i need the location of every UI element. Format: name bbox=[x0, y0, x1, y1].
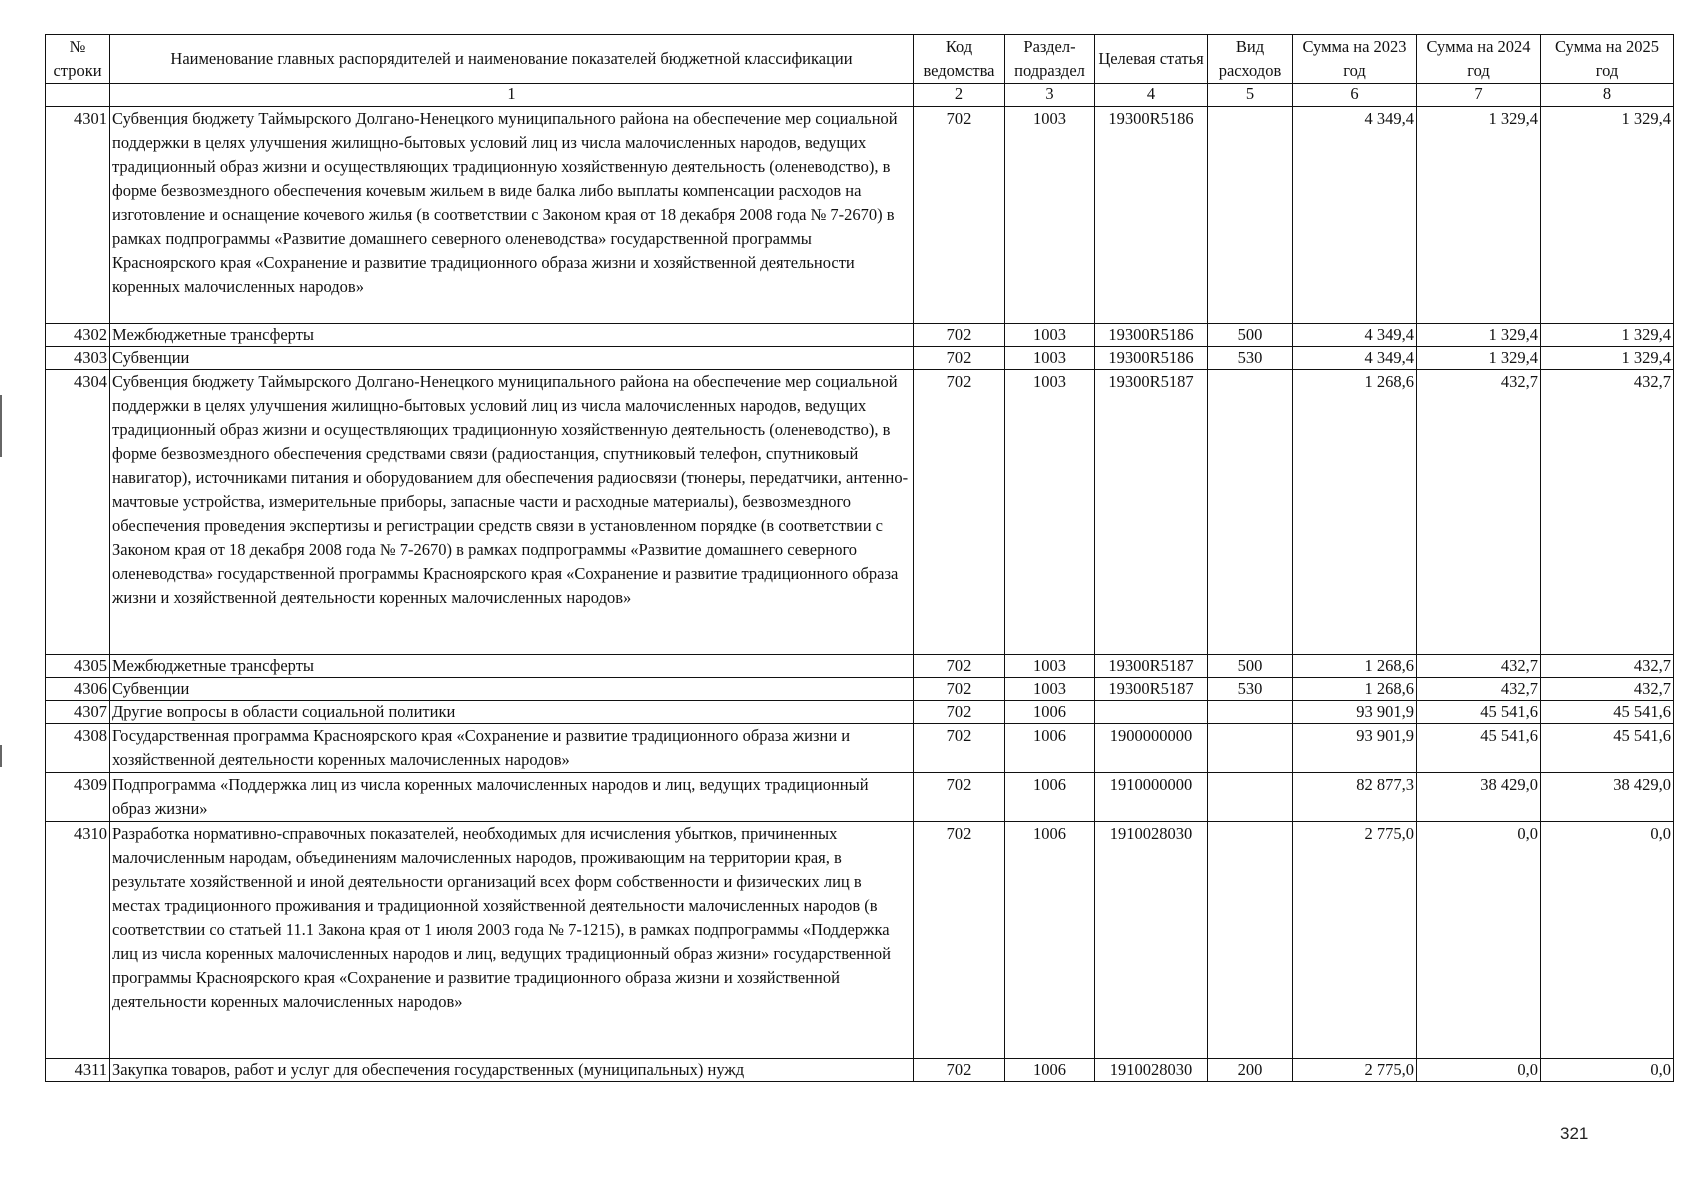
expense-type-code: 200 bbox=[1208, 1059, 1293, 1082]
table-row bbox=[46, 107, 1674, 324]
row-name: Подпрограмма «Поддержка лиц из числа коренных малочисленных народов и лиц, ведущих традиционный образ жизни» bbox=[110, 773, 914, 822]
header-sum-2025: Сумма на 2025 год bbox=[1541, 35, 1674, 84]
column-number: 5 bbox=[1208, 84, 1293, 107]
section-code: 1003 bbox=[1005, 678, 1095, 701]
target-code: 19300R5187 bbox=[1095, 655, 1208, 678]
target-code bbox=[1095, 701, 1208, 724]
sum-2025: 1 329,4 bbox=[1541, 107, 1674, 324]
sum-2024: 0,0 bbox=[1417, 1059, 1541, 1082]
dept-code: 702 bbox=[914, 655, 1005, 678]
scan-edge-mark bbox=[0, 395, 2, 457]
table-row bbox=[46, 655, 1674, 678]
row-name: Межбюджетные трансферты bbox=[110, 324, 914, 347]
scan-edge-mark bbox=[0, 745, 2, 767]
row-name: Субвенции bbox=[110, 347, 914, 370]
row-number: 4308 bbox=[46, 724, 110, 773]
sum-2025: 1 329,4 bbox=[1541, 347, 1674, 370]
section-code: 1003 bbox=[1005, 655, 1095, 678]
sum-2023: 93 901,9 bbox=[1293, 724, 1417, 773]
row-number: 4305 bbox=[46, 655, 110, 678]
sum-2024: 432,7 bbox=[1417, 370, 1541, 655]
header-section: Раздел-подраздел bbox=[1005, 35, 1095, 84]
expense-type-code bbox=[1208, 701, 1293, 724]
column-number: 4 bbox=[1095, 84, 1208, 107]
dept-code: 702 bbox=[914, 370, 1005, 655]
sum-2023: 4 349,4 bbox=[1293, 107, 1417, 324]
dept-code: 702 bbox=[914, 822, 1005, 1059]
sum-2023: 1 268,6 bbox=[1293, 678, 1417, 701]
row-name: Субвенция бюджету Таймырского Долгано-Ненецкого муниципального района на обеспечение мер социальной поддержки в целях улучшения жилищно-бытовых условий лиц из числа малочисленных народов, ведущих традиционный образ жизни и осуществляющих традиционную хозяйственную деятельность (оленеводство), в форме безвозмездного обеспечения кочевым жильем в виде балка либо выплаты компенсации расходов на изготовление и оснащение кочевого жилья (в соответствии с Законом края от 18 декабря 2008 года № 7-2670) в рамках подпрограммы «Развитие домашнего северного оленеводства» государственной программы Красноярского края «Сохранение и развитие традиционного образа жизни и хозяйственной деятельности коренных малочисленных народов» bbox=[110, 107, 914, 324]
dept-code: 702 bbox=[914, 324, 1005, 347]
section-code: 1006 bbox=[1005, 701, 1095, 724]
dept-code: 702 bbox=[914, 773, 1005, 822]
section-code: 1006 bbox=[1005, 822, 1095, 1059]
sum-2024: 1 329,4 bbox=[1417, 347, 1541, 370]
sum-2023: 2 775,0 bbox=[1293, 1059, 1417, 1082]
expense-type-code: 500 bbox=[1208, 324, 1293, 347]
header-row-number: № строки bbox=[46, 35, 110, 84]
sum-2024: 0,0 bbox=[1417, 822, 1541, 1059]
sum-2023: 2 775,0 bbox=[1293, 822, 1417, 1059]
row-number: 4304 bbox=[46, 370, 110, 655]
column-number: 3 bbox=[1005, 84, 1095, 107]
sum-2024: 1 329,4 bbox=[1417, 324, 1541, 347]
header-dept-code: Код ведомства bbox=[914, 35, 1005, 84]
expense-type-code bbox=[1208, 724, 1293, 773]
sum-2024: 432,7 bbox=[1417, 678, 1541, 701]
target-code: 1910028030 bbox=[1095, 822, 1208, 1059]
column-number: 1 bbox=[110, 84, 914, 107]
dept-code: 702 bbox=[914, 678, 1005, 701]
sum-2023: 4 349,4 bbox=[1293, 347, 1417, 370]
dept-code: 702 bbox=[914, 724, 1005, 773]
expense-type-code: 500 bbox=[1208, 655, 1293, 678]
table-row bbox=[46, 724, 1674, 773]
header-sum-2024: Сумма на 2024 год bbox=[1417, 35, 1541, 84]
sum-2025: 0,0 bbox=[1541, 1059, 1674, 1082]
header-sum-2023: Сумма на 2023 год bbox=[1293, 35, 1417, 84]
row-number: 4307 bbox=[46, 701, 110, 724]
page-number: 321 bbox=[1560, 1124, 1589, 1143]
row-name: Субвенция бюджету Таймырского Долгано-Ненецкого муниципального района на обеспечение мер социальной поддержки в целях улучшения жилищно-бытовых условий лиц из числа малочисленных народов, ведущих традиционный образ жизни и осуществляющих традиционную хозяйственную деятельность (оленеводство), в форме безвозмездного обеспечения средствами связи (радиостанция, спутниковый телефон, спутниковый навигатор), источниками питания и оборудованием для обеспечения радиосвязи (тюнеры, передатчики, антенно-мачтовые устройства, измерительные приборы, запасные части и расходные материалы), безвозмездного обеспечения проведения экспертизы и регистрации средств связи в установленном порядке (в соответствии с Законом края от 18 декабря 2008 года № 7-2670) в рамках подпрограммы «Развитие домашнего северного оленеводства» государственной программы Красноярского края «Сохранение и развитие традиционного образа жизни и хозяйственной деятельности коренных малочисленных народов» bbox=[110, 370, 914, 655]
header-name: Наименование главных распорядителей и наименование показателей бюджетной классификации bbox=[110, 35, 914, 84]
sum-2025: 0,0 bbox=[1541, 822, 1674, 1059]
section-code: 1003 bbox=[1005, 370, 1095, 655]
target-code: 1900000000 bbox=[1095, 724, 1208, 773]
sum-2025: 38 429,0 bbox=[1541, 773, 1674, 822]
sum-2025: 45 541,6 bbox=[1541, 724, 1674, 773]
dept-code: 702 bbox=[914, 1059, 1005, 1082]
column-number: 2 bbox=[914, 84, 1005, 107]
target-code: 19300R5187 bbox=[1095, 678, 1208, 701]
header-expense-type: Вид расходов bbox=[1208, 35, 1293, 84]
sum-2025: 1 329,4 bbox=[1541, 324, 1674, 347]
table-row bbox=[46, 324, 1674, 347]
sum-2024: 45 541,6 bbox=[1417, 701, 1541, 724]
dept-code: 702 bbox=[914, 347, 1005, 370]
row-number: 4309 bbox=[46, 773, 110, 822]
sum-2024: 1 329,4 bbox=[1417, 107, 1541, 324]
target-code: 1910000000 bbox=[1095, 773, 1208, 822]
header-target: Целевая статья bbox=[1095, 35, 1208, 84]
column-number bbox=[46, 84, 110, 107]
row-number: 4302 bbox=[46, 324, 110, 347]
dept-code: 702 bbox=[914, 701, 1005, 724]
expense-type-code bbox=[1208, 822, 1293, 1059]
row-number: 4310 bbox=[46, 822, 110, 1059]
table-header-row bbox=[46, 35, 1674, 84]
section-code: 1003 bbox=[1005, 324, 1095, 347]
table-row bbox=[46, 370, 1674, 655]
column-number: 7 bbox=[1417, 84, 1541, 107]
column-number: 8 bbox=[1541, 84, 1674, 107]
row-name: Государственная программа Красноярского края «Сохранение и развитие традиционного образа жизни и хозяйственной деятельности коренных малочисленных народов» bbox=[110, 724, 914, 773]
row-name: Закупка товаров, работ и услуг для обеспечения государственных (муниципальных) нужд bbox=[110, 1059, 914, 1082]
table-row bbox=[46, 773, 1674, 822]
row-name: Другие вопросы в области социальной политики bbox=[110, 701, 914, 724]
table-row bbox=[46, 701, 1674, 724]
section-code: 1003 bbox=[1005, 107, 1095, 324]
row-name: Разработка нормативно-справочных показателей, необходимых для исчисления убытков, причиненных малочисленным народам, объединениям малочисленных народов, проживающим на территории края, в результате хозяйственной и иной деятельности организаций всех форм собственности и физических лиц в местах традиционного проживания и традиционной хозяйственной деятельности малочисленных народов (в соответствии со статьей 11.1 Закона края от 1 июля 2003 года № 7-1215), в рамках подпрограммы «Поддержка лиц из числа коренных малочисленных народов и лиц, ведущих традиционный образ жизни» государственной программы Красноярского края «Сохранение и развитие традиционного образа жизни и хозяйственной деятельности коренных малочисленных народов» bbox=[110, 822, 914, 1059]
expense-type-code bbox=[1208, 370, 1293, 655]
table-row bbox=[46, 1059, 1674, 1082]
sum-2023: 1 268,6 bbox=[1293, 370, 1417, 655]
column-number-row bbox=[46, 84, 1674, 107]
table-row bbox=[46, 678, 1674, 701]
expense-type-code bbox=[1208, 107, 1293, 324]
table-row bbox=[46, 347, 1674, 370]
section-code: 1006 bbox=[1005, 1059, 1095, 1082]
column-number: 6 bbox=[1293, 84, 1417, 107]
sum-2025: 432,7 bbox=[1541, 370, 1674, 655]
section-code: 1006 bbox=[1005, 773, 1095, 822]
sum-2024: 38 429,0 bbox=[1417, 773, 1541, 822]
expense-type-code bbox=[1208, 773, 1293, 822]
target-code: 1910028030 bbox=[1095, 1059, 1208, 1082]
target-code: 19300R5186 bbox=[1095, 107, 1208, 324]
section-code: 1003 bbox=[1005, 347, 1095, 370]
row-number: 4303 bbox=[46, 347, 110, 370]
sum-2025: 432,7 bbox=[1541, 655, 1674, 678]
dept-code: 702 bbox=[914, 107, 1005, 324]
sum-2024: 432,7 bbox=[1417, 655, 1541, 678]
sum-2023: 1 268,6 bbox=[1293, 655, 1417, 678]
sum-2023: 93 901,9 bbox=[1293, 701, 1417, 724]
sum-2024: 45 541,6 bbox=[1417, 724, 1541, 773]
section-code: 1006 bbox=[1005, 724, 1095, 773]
target-code: 19300R5186 bbox=[1095, 347, 1208, 370]
table-row bbox=[46, 822, 1674, 1059]
row-number: 4306 bbox=[46, 678, 110, 701]
target-code: 19300R5186 bbox=[1095, 324, 1208, 347]
row-number: 4301 bbox=[46, 107, 110, 324]
sum-2023: 82 877,3 bbox=[1293, 773, 1417, 822]
sum-2025: 45 541,6 bbox=[1541, 701, 1674, 724]
row-name: Субвенции bbox=[110, 678, 914, 701]
row-name: Межбюджетные трансферты bbox=[110, 655, 914, 678]
sum-2023: 4 349,4 bbox=[1293, 324, 1417, 347]
sum-2025: 432,7 bbox=[1541, 678, 1674, 701]
target-code: 19300R5187 bbox=[1095, 370, 1208, 655]
budget-table bbox=[45, 34, 1674, 1082]
expense-type-code: 530 bbox=[1208, 678, 1293, 701]
row-number: 4311 bbox=[46, 1059, 110, 1082]
expense-type-code: 530 bbox=[1208, 347, 1293, 370]
